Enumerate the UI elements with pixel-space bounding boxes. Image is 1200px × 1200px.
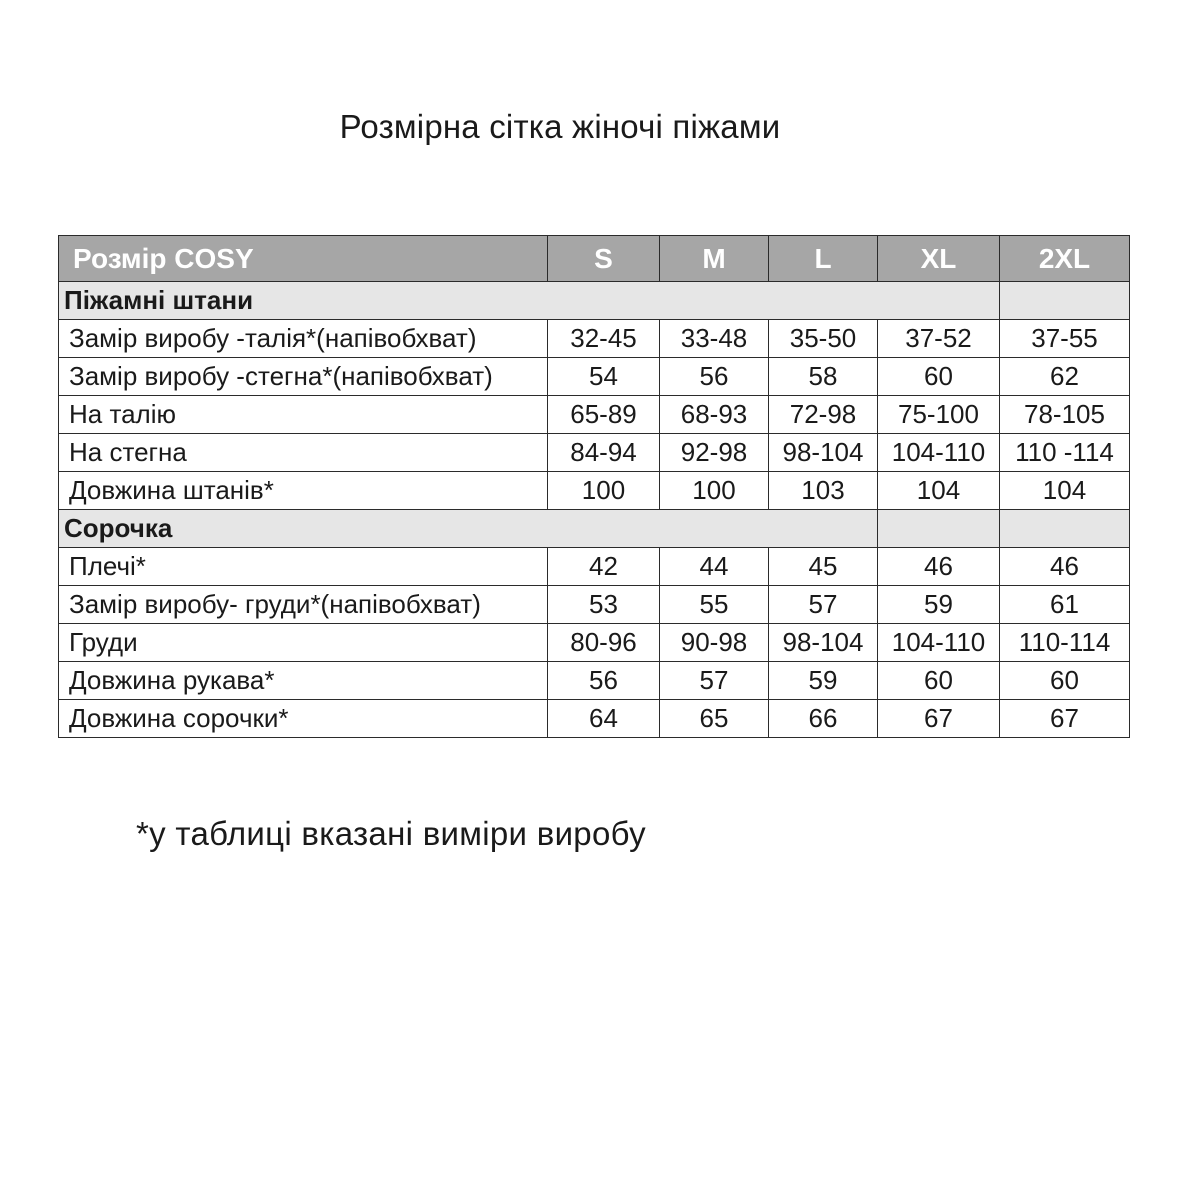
section-spacer-cell [1000,282,1130,320]
cell-value: 33-48 [660,320,769,358]
row-label: Замір виробу -стегна*(напівобхват) [59,358,548,396]
cell-value: 59 [769,662,878,700]
cell-value: 72-98 [769,396,878,434]
section-spacer-cell [1000,510,1130,548]
header-size-2xl: 2XL [1000,236,1130,282]
cell-value: 98-104 [769,624,878,662]
section-row-shirt [59,510,1130,548]
row-label: Довжина штанів* [59,472,548,510]
cell-value: 37-52 [878,320,1000,358]
cell-value: 55 [660,586,769,624]
cell-value: 53 [548,586,660,624]
table-body [59,282,1130,738]
section-title: Сорочка [59,510,878,548]
section-row-pants [59,282,1130,320]
cell-value: 64 [548,700,660,738]
cell-value: 100 [660,472,769,510]
cell-value: 37-55 [1000,320,1130,358]
row-label: Плечі* [59,548,548,586]
table-row [59,662,1130,700]
header-size-label: Розмір COSY [59,236,548,282]
cell-value: 56 [548,662,660,700]
cell-value: 46 [1000,548,1130,586]
cell-value: 90-98 [660,624,769,662]
cell-value: 68-93 [660,396,769,434]
cell-value: 60 [1000,662,1130,700]
table-row [59,548,1130,586]
cell-value: 42 [548,548,660,586]
cell-value: 67 [1000,700,1130,738]
size-chart-table [58,235,1130,738]
cell-value: 84-94 [548,434,660,472]
cell-value: 32-45 [548,320,660,358]
row-label: Довжина сорочки* [59,700,548,738]
row-label: Довжина рукава* [59,662,548,700]
cell-value: 67 [878,700,1000,738]
cell-value: 110 -114 [1000,434,1130,472]
cell-value: 56 [660,358,769,396]
table-row [59,586,1130,624]
table-row [59,434,1130,472]
cell-value: 46 [878,548,1000,586]
cell-value: 58 [769,358,878,396]
cell-value: 45 [769,548,878,586]
section-spacer-cell [878,510,1000,548]
table-row [59,700,1130,738]
row-label: На стегна [59,434,548,472]
cell-value: 110-114 [1000,624,1130,662]
table-row [59,396,1130,434]
cell-value: 104-110 [878,624,1000,662]
header-size-s: S [548,236,660,282]
cell-value: 62 [1000,358,1130,396]
cell-value: 61 [1000,586,1130,624]
cell-value: 75-100 [878,396,1000,434]
cell-value: 92-98 [660,434,769,472]
cell-value: 104 [1000,472,1130,510]
cell-value: 65 [660,700,769,738]
section-title: Піжамні штани [59,282,1000,320]
table-row [59,472,1130,510]
cell-value: 100 [548,472,660,510]
cell-value: 54 [548,358,660,396]
cell-value: 57 [769,586,878,624]
row-label: Груди [59,624,548,662]
cell-value: 60 [878,358,1000,396]
cell-value: 66 [769,700,878,738]
cell-value: 60 [878,662,1000,700]
table-row [59,624,1130,662]
cell-value: 59 [878,586,1000,624]
row-label: Замір виробу -талія*(напівобхват) [59,320,548,358]
cell-value: 78-105 [1000,396,1130,434]
header-size-l: L [769,236,878,282]
table-header-row [59,236,1130,282]
cell-value: 98-104 [769,434,878,472]
cell-value: 80-96 [548,624,660,662]
header-size-xl: XL [878,236,1000,282]
table-row [59,320,1130,358]
page-title: Розмірна сітка жіночі піжами [339,108,781,145]
table-row [59,358,1130,396]
cell-value: 35-50 [769,320,878,358]
cell-value: 104-110 [878,434,1000,472]
row-label: На талію [59,396,548,434]
cell-value: 65-89 [548,396,660,434]
cell-value: 57 [660,662,769,700]
cell-value: 44 [660,548,769,586]
cell-value: 104 [878,472,1000,510]
header-size-m: M [660,236,769,282]
cell-value: 103 [769,472,878,510]
table-footnote: *у таблиці вказані виміри виробу [136,815,646,852]
row-label: Замір виробу- груди*(напівобхват) [59,586,548,624]
